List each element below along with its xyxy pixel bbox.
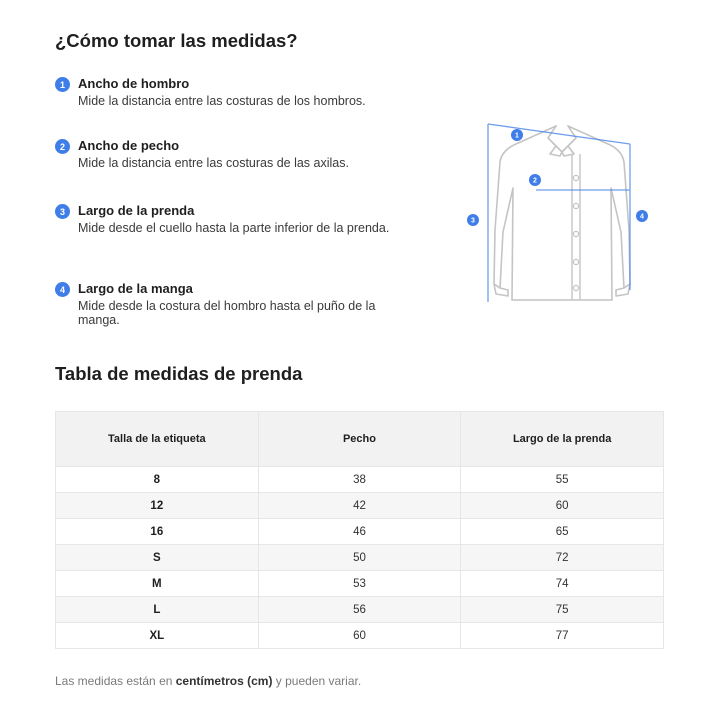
step-description: Mide desde el cuello hasta la parte inferior de la prenda. xyxy=(78,221,390,235)
column-header-chest: Pecho xyxy=(258,412,461,467)
step-title: Ancho de pecho xyxy=(78,138,180,153)
table-row xyxy=(56,623,664,649)
size-cell: 16 xyxy=(56,519,259,545)
step-number-badge: 1 xyxy=(55,77,70,92)
size-table xyxy=(55,411,664,649)
chest-cell: 46 xyxy=(258,519,461,545)
length-cell: 74 xyxy=(461,571,664,597)
svg-text:3: 3 xyxy=(471,217,475,225)
step-number-badge: 4 xyxy=(55,282,70,297)
step-title: Ancho de hombro xyxy=(78,76,190,91)
step-number-badge: 2 xyxy=(55,139,70,154)
size-cell: 12 xyxy=(56,493,259,519)
size-cell: L xyxy=(56,597,259,623)
footnote-units: centímetros (cm) xyxy=(175,674,273,688)
units-footnote xyxy=(55,674,361,688)
table-row xyxy=(56,545,664,571)
shirt-diagram-icon xyxy=(462,118,662,310)
chest-cell: 50 xyxy=(258,545,461,571)
table-header-row xyxy=(56,412,664,467)
table-row xyxy=(56,597,664,623)
table-row xyxy=(56,493,664,519)
size-cell: 8 xyxy=(56,467,259,493)
column-header-length: Largo de la prenda xyxy=(461,412,664,467)
table-row xyxy=(56,571,664,597)
table-row xyxy=(56,467,664,493)
length-cell: 75 xyxy=(461,597,664,623)
chest-cell: 56 xyxy=(258,597,461,623)
size-table-title: Tabla de medidas de prenda xyxy=(55,363,303,384)
column-header-size: Talla de la etiqueta xyxy=(56,412,259,467)
length-cell: 65 xyxy=(461,519,664,545)
size-cell: S xyxy=(56,545,259,571)
table-row xyxy=(56,519,664,545)
size-cell: XL xyxy=(56,623,259,649)
footnote-suffix: y pueden variar. xyxy=(272,674,362,688)
step-description: Mide la distancia entre las costuras de las axilas. xyxy=(78,156,349,170)
size-cell: M xyxy=(56,571,259,597)
svg-text:4: 4 xyxy=(640,213,644,221)
length-cell: 72 xyxy=(461,545,664,571)
length-cell: 60 xyxy=(461,493,664,519)
footnote-prefix: Las medidas están en xyxy=(55,674,176,688)
svg-text:2: 2 xyxy=(533,177,537,185)
length-cell: 55 xyxy=(461,467,664,493)
chest-cell: 60 xyxy=(258,623,461,649)
chest-cell: 42 xyxy=(258,493,461,519)
step-title: Largo de la manga xyxy=(78,281,193,296)
chest-cell: 53 xyxy=(258,571,461,597)
step-description: Mide desde la costura del hombro hasta el puño de la manga. xyxy=(78,299,376,327)
svg-text:1: 1 xyxy=(515,132,519,140)
step-title: Largo de la prenda xyxy=(78,203,195,218)
length-cell: 77 xyxy=(461,623,664,649)
page-title: ¿Cómo tomar las medidas? xyxy=(55,30,298,51)
chest-cell: 38 xyxy=(258,467,461,493)
step-number-badge: 3 xyxy=(55,204,70,219)
step-description: Mide la distancia entre las costuras de los hombros. xyxy=(78,94,366,108)
